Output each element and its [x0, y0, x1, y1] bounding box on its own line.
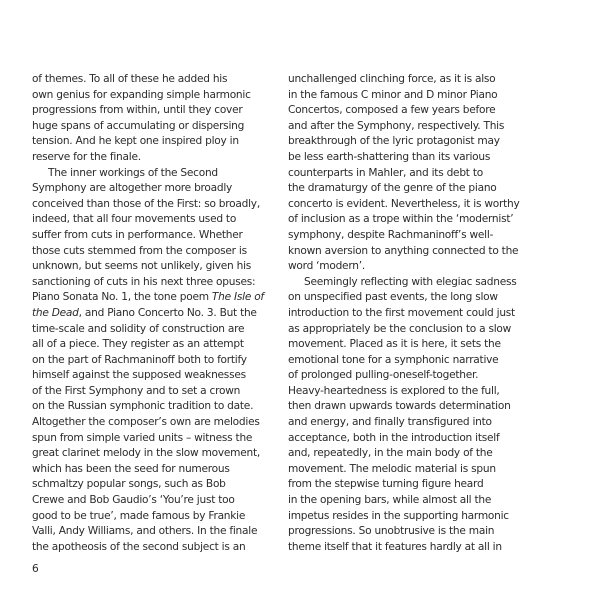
text-line: time-scale and solidity of construction are — [32, 322, 245, 335]
text-line: those cuts stemmed from the composer is — [32, 244, 247, 257]
text-line: progressions. So unobtrusive is the main — [288, 525, 495, 538]
text-line: great clarinet melody in the slow movement, — [32, 447, 260, 460]
text-line: unknown, but seems not unlikely, given his — [32, 260, 252, 273]
text-line: of inclusion as a trope within the ‘modernist’ — [288, 213, 514, 226]
text-line: conceived than those of the First: so broadly, — [32, 197, 260, 210]
text-line: spun from simple varied units – witness the — [32, 431, 253, 444]
text-line: movement. The melodic material is spun — [288, 462, 496, 475]
text-line: acceptance, both in the introduction itself — [288, 431, 500, 444]
text-line: which has been the seed for numerous — [32, 462, 230, 475]
text-line: then drawn upwards towards determination — [288, 400, 511, 413]
text-line: sanctioning of cuts in his next three opuses: — [32, 275, 256, 288]
text-line: Heavy-heartedness is explored to the full, — [288, 384, 500, 397]
text-line: and energy, and finally transfigured into — [288, 416, 492, 429]
text-line: symphony, despite Rachmaninoff’s well- — [288, 228, 494, 241]
text-line: own genius for expanding simple harmonic — [32, 88, 251, 101]
text-line: be less earth-shattering than its various — [288, 150, 491, 163]
text-line: in the famous C minor and D minor Piano — [288, 88, 498, 101]
text-line: schmaltzy popular songs, such as Bob — [32, 478, 226, 491]
text-line: from the stepwise turning figure heard — [288, 478, 484, 491]
right-text-column — [288, 72, 544, 555]
italic-title: the Dead — [32, 306, 79, 319]
text-line: suffer from cuts in performance. Whether — [32, 228, 243, 241]
text-line: movement. Placed as it is here, it sets the — [288, 338, 501, 351]
text-line: Crewe and Bob Gaudio’s ‘You’re just too — [32, 494, 235, 507]
text-line: on the Russian symphonic tradition to date. — [32, 400, 254, 413]
text-line: The inner workings of the Second — [48, 166, 218, 179]
text-line: huge spans of accumulating or dispersing — [32, 119, 245, 132]
text-line: in the opening bars, while almost all the — [288, 494, 492, 507]
text-line: impetus resides in the supporting harmonic — [288, 509, 509, 522]
text-line: of the First Symphony and to set a crown — [32, 384, 241, 397]
text-line: the apotheosis of the second subject is an — [32, 540, 246, 553]
text-line: as appropriately be the conclusion to a slow — [288, 322, 512, 335]
text-line: unchallenged clinching force, as it is also — [288, 73, 496, 85]
text-line: reserve for the finale. — [32, 150, 141, 163]
text-line: indeed, that all four movements used to — [32, 213, 237, 226]
text-line: of themes. To all of these he added his — [32, 73, 228, 85]
text-line: theme itself that it features hardly at all in — [288, 540, 502, 553]
text-line: word ‘modern’. — [288, 260, 365, 273]
text-line: and after the Symphony, respectively. This — [288, 119, 505, 132]
text-line: introduction to the first movement could just — [288, 306, 515, 319]
page-number: 6 — [32, 563, 39, 575]
text-line — [32, 290, 282, 306]
text-line: emotional tone for a symphonic narrative — [288, 353, 499, 366]
text-line: Symphony are altogether more broadly — [32, 182, 233, 195]
text-line: tension. And he kept one inspired ploy in — [32, 135, 239, 148]
text-line: on the part of Rachmaninoff both to fortify — [32, 353, 247, 366]
text-line: concerto is evident. Nevertheless, it is worthy — [288, 197, 520, 210]
text-line: on unspecified past events, the long slow — [288, 291, 498, 304]
text-line: all of a piece. They register as an attempt — [32, 338, 244, 351]
text-line: of prolonged pulling-oneself-together. — [288, 369, 479, 382]
text-line: breakthrough of the lyric protagonist may — [288, 135, 500, 148]
text-line: good to be true’, made famous by Frankie — [32, 509, 246, 522]
text-line: and, repeatedly, in the main body of the — [288, 447, 493, 460]
text-line: counterparts in Mahler, and its debt to — [288, 166, 483, 179]
text-line: Altogether the composer’s own are melodies — [32, 416, 260, 429]
text-run: , and Piano Concerto No. 3. But the — [78, 306, 257, 319]
text-line: himself against the supposed weaknesses — [32, 369, 246, 382]
left-text-column — [32, 72, 282, 555]
italic-title: The Isle of — [211, 291, 264, 304]
text-line: the dramaturgy of the genre of the piano — [288, 182, 497, 195]
text-line: known aversion to anything connected to the — [288, 244, 519, 257]
text-line: progressions from within, until they cover — [32, 104, 243, 117]
text-line: Valli, Andy Williams, and others. In the finale — [32, 525, 258, 538]
text-line — [32, 306, 282, 322]
text-run: Piano Sonata No. 1, the tone poem — [32, 291, 212, 304]
text-line: Seemingly reflecting with elegiac sadness — [304, 275, 517, 288]
text-line: Concertos, composed a few years before — [288, 104, 496, 117]
